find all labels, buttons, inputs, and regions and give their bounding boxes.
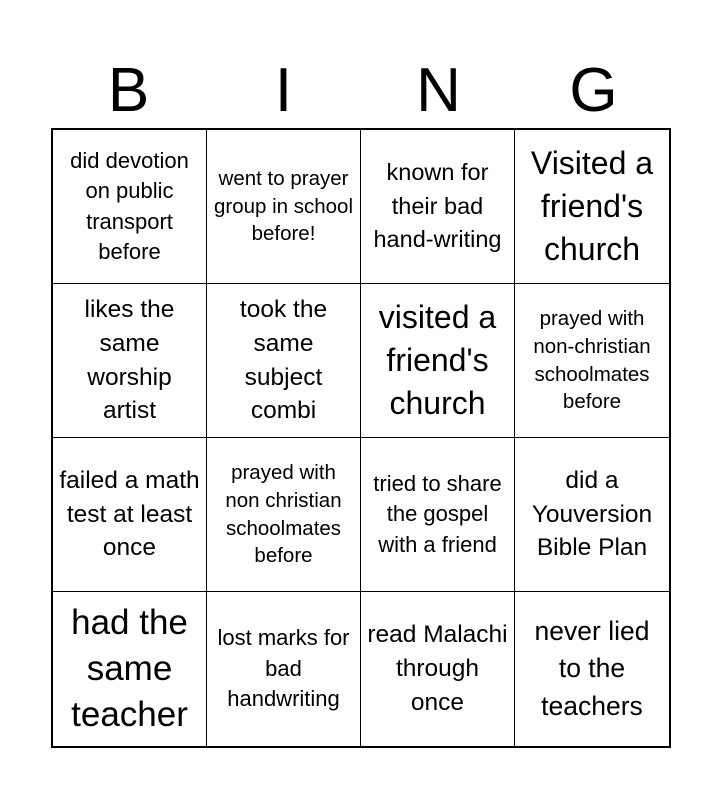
header-letter-b: B (107, 56, 150, 125)
bingo-board (51, 128, 671, 748)
bingo-cell[interactable] (515, 438, 669, 592)
cell-text: known for their bad hand-writing (373, 159, 502, 253)
header-letter-n: N (416, 56, 461, 125)
bingo-cell[interactable] (361, 284, 515, 438)
cell-text: Visited a friend's church (530, 145, 654, 267)
cell-text: failed a math test at least once (59, 466, 200, 562)
cell-text: prayed with non-christian schoolmates before (533, 306, 651, 414)
cell-text: lost marks for bad handwriting (217, 625, 350, 712)
bingo-cell[interactable] (515, 130, 669, 284)
bingo-cell[interactable] (515, 284, 669, 438)
cell-text: never lied to the teachers (534, 615, 650, 721)
header-letter-g: G (569, 56, 618, 125)
bingo-cell[interactable] (515, 592, 669, 746)
bingo-cell[interactable] (361, 130, 515, 284)
bingo-cell[interactable] (361, 438, 515, 592)
bingo-cell[interactable] (207, 438, 361, 592)
bingo-cell[interactable] (53, 592, 207, 746)
header-letter-i: I (274, 56, 293, 125)
bingo-cell[interactable] (207, 284, 361, 438)
cell-text: likes the same worship artist (84, 295, 175, 425)
cell-text: did devotion on public transport before (70, 147, 189, 264)
bingo-cell[interactable] (53, 284, 207, 438)
cell-text: did a Youversion Bible Plan (531, 466, 653, 562)
cell-text: visited a friend's church (378, 299, 497, 421)
bingo-cell[interactable] (207, 130, 361, 284)
cell-text: prayed with non christian schoolmates before (225, 460, 342, 568)
bingo-header (51, 52, 671, 128)
cell-text: took the same subject combi (239, 295, 328, 425)
bingo-cell[interactable] (361, 592, 515, 746)
bingo-cell[interactable] (53, 438, 207, 592)
cell-text: tried to share the gospel with a friend (373, 470, 502, 557)
cell-text: went to prayer group in school before! (213, 166, 354, 246)
cell-text: had the same teacher (71, 602, 188, 735)
cell-text: read Malachi through once (367, 621, 508, 716)
bingo-cell[interactable] (207, 592, 361, 746)
bingo-cell[interactable] (53, 130, 207, 284)
